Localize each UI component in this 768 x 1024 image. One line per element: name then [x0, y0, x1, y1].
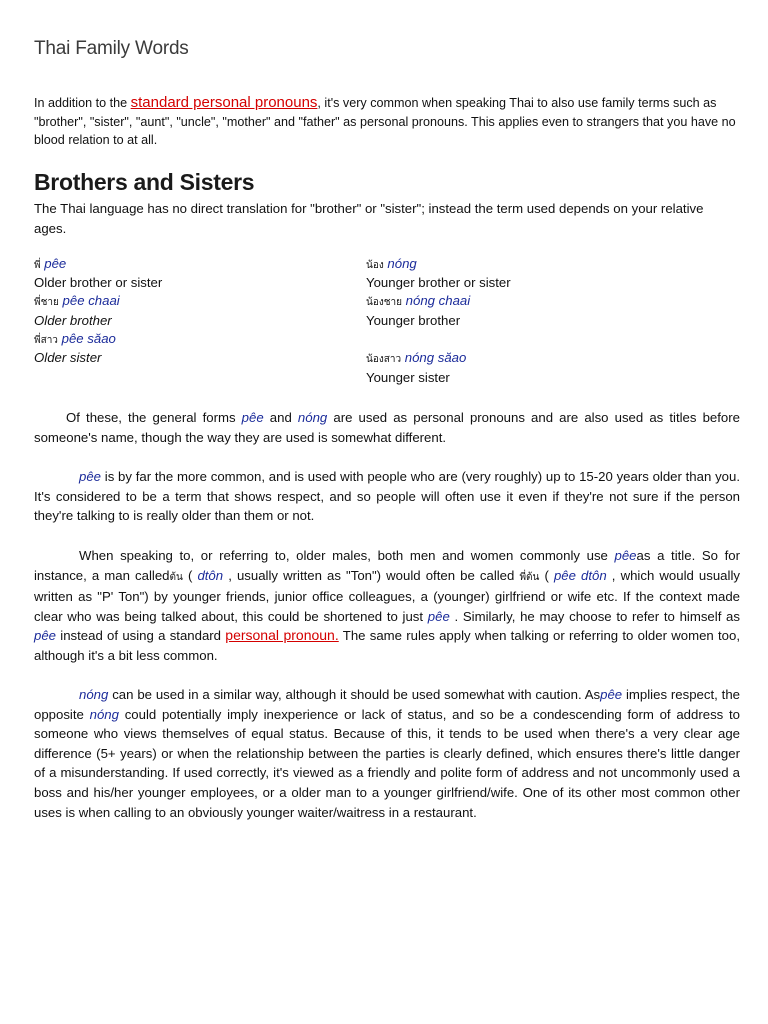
intro-text-end: , it's very common when speaking Thai to also use family terms such as "brother", "sister", "aunt", "uncle", "mother" and "father" as personal pronouns. This applies even to strangers that you have no blood relation to at all.: [34, 96, 736, 147]
thai-word: น้องสาว: [366, 354, 402, 365]
text-run: implies respect, the opposite: [34, 687, 740, 722]
text-run: could potentially imply inexperience or lack of status, and so be a condescending form of address to someone who views themselves of equal status. Because of this, it tends to be used when there's a very clear age difference (5+ years) or when the relationship between the parties is clearly defined, which ensures there's little danger of a misunderstanding. If used correctly, it's viewed as a friendly and polite form of address and not uncommonly used a boss and his/her younger employees, or a older man to a younger girlfriend/wife. One of its other most common other uses is when calling to an obviously younger waiter/waitress in a restaurant.: [34, 706, 740, 820]
intro-text-start: In addition to the: [34, 96, 131, 110]
romanization: pêe săao: [61, 331, 116, 346]
text-run: instead of using a standard: [56, 628, 226, 644]
term-pee-chaai: [34, 292, 120, 312]
text-run: When speaking to, or referring to, older males, both men and women commonly use: [79, 548, 615, 563]
text-run: and: [263, 410, 298, 425]
intro-paragraph: [34, 94, 740, 150]
term-nong-chaai: [366, 292, 470, 312]
romanization: pêe: [79, 469, 102, 484]
meaning-pee: Older brother or sister: [34, 275, 163, 290]
text-run: is by far the more common, and is used with people who are (very roughly) up to 15-20 years older than you. It's considered to be a term that shows respect, and so people will often use it even if they're not sure if the person they're talking to is really older than them or not.: [34, 469, 740, 524]
section-lead: The Thai language has no direct translation for "brother" or "sister"; instead the term used depends on your relative ages.: [34, 201, 704, 236]
romanization: pêe: [614, 548, 637, 563]
text-run: . Similarly, he may choose to refer to himself as: [449, 608, 740, 624]
text-run: (: [539, 567, 554, 583]
meaning-nong-saao: Younger sister: [366, 370, 450, 385]
romanization: nóng: [387, 256, 417, 271]
romanization: pêe: [427, 608, 450, 624]
romanization: pêe chaai: [62, 293, 120, 308]
thai-word: พี่ต้น: [519, 571, 540, 583]
text-run: The same rules apply when talking or referring to older women too, although it's a bit less common.: [34, 628, 741, 663]
text-run: Of these, the general forms: [66, 410, 242, 425]
romanization: pêe: [44, 256, 67, 271]
term-pee-saao: [34, 330, 116, 350]
romanization: nóng: [79, 687, 109, 702]
paragraph-nong-usage: [34, 685, 740, 822]
meaning-nong-chaai: Younger brother: [366, 313, 461, 328]
section-heading: Brothers and Sisters: [34, 169, 255, 195]
thai-word: น้อง: [366, 260, 384, 271]
romanization: pêe: [241, 410, 264, 425]
thai-word: พี่ชาย: [34, 297, 59, 308]
romanization: pêe dtôn: [553, 567, 607, 583]
thai-word: พี่: [34, 260, 41, 271]
personal-pronoun-link[interactable]: personal pronoun.: [225, 627, 339, 644]
romanization: nóng chaai: [405, 293, 471, 308]
text-run: as a title. So for instance, a man called: [34, 548, 741, 583]
text-run: , which would usually written as "P' Ton") by younger friends, junior office colleagues, a (younger) girlfriend or wife etc. If the context made clear who was being talked about, this could be shortened to just: [34, 567, 740, 624]
term-nong: [366, 255, 417, 275]
thai-word: น้องชาย: [366, 297, 402, 308]
text-run: (: [182, 567, 198, 583]
romanization: pêe: [600, 687, 623, 702]
paragraph-general-forms: [34, 408, 740, 447]
romanization: nóng săao: [404, 350, 467, 365]
term-nong-saao: [366, 349, 466, 369]
standard-pronouns-link[interactable]: standard personal pronouns: [130, 94, 318, 111]
text-run: can be used in a similar way, although it should be used somewhat with caution. As: [108, 687, 601, 702]
romanization: pêe: [34, 628, 57, 644]
page-title: Thai Family Words: [34, 38, 189, 59]
meaning-pee-chaai: Older brother: [34, 313, 112, 328]
text-run: are used as personal pronouns and are also used as titles before someone's name, though the way they are used is somewhat different.: [34, 410, 740, 445]
romanization: dtôn: [197, 567, 224, 583]
thai-word: ต้น: [169, 571, 183, 583]
text-run: , usually written as "Ton") would often be called: [223, 567, 520, 583]
thai-word: พี่สาว: [34, 335, 58, 346]
paragraph-older-males: [34, 546, 740, 666]
meaning-nong: Younger brother or sister: [366, 275, 511, 290]
romanization: nóng: [89, 706, 119, 722]
romanization: nóng: [297, 410, 328, 425]
meaning-pee-saao: Older sister: [34, 350, 102, 365]
term-pee: [34, 255, 66, 275]
paragraph-pee-usage: [34, 467, 740, 526]
